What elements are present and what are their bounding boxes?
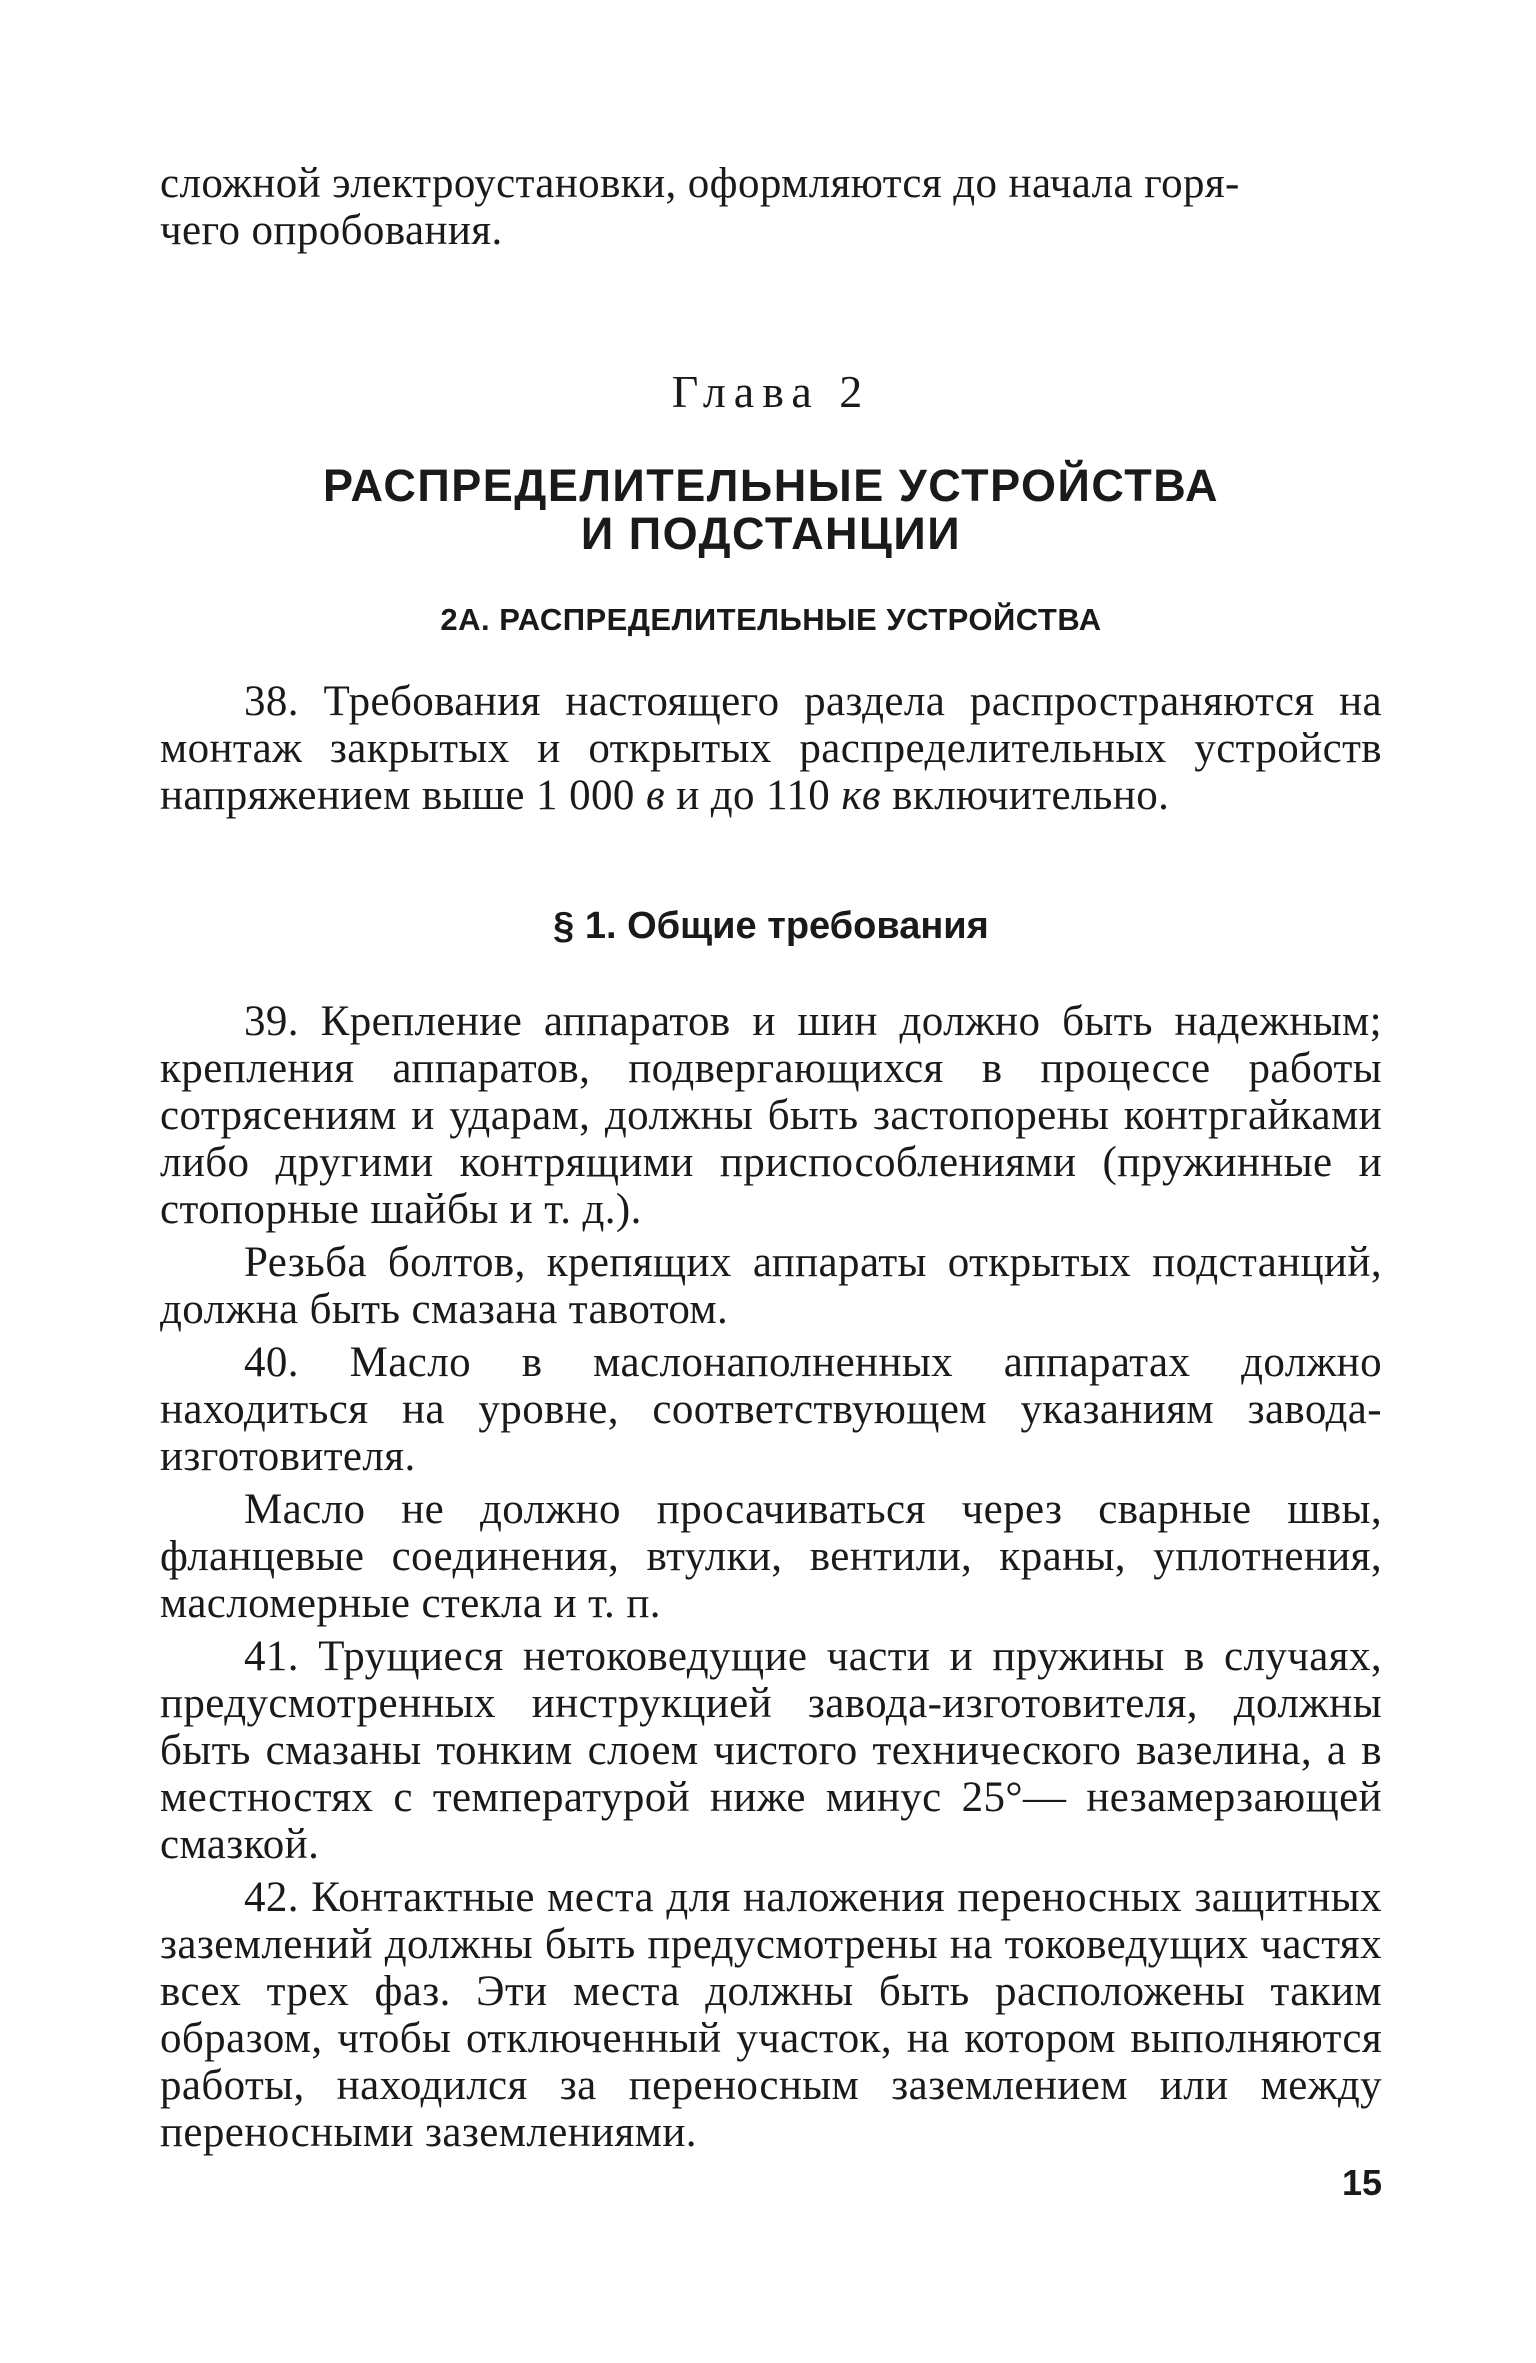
paragraph-38 — [160, 678, 1382, 819]
chapter-title — [160, 462, 1382, 558]
p38-text-after: включительно. — [880, 772, 1170, 819]
paragraph-41: 41. Трущиеся нетоковедущие части и пружины в случаях, предусмотренных инструкцией завода-изготовителя, должны быть смазаны тонким слоем чистого технического вазелина, а в местностях с температурой ниже минус 25°— незамерзающей смазкой. — [160, 1633, 1382, 1868]
chapter-title-line-1: РАСПРЕДЕЛИТЕЛЬНЫЕ УСТРОЙСТВА — [322, 460, 1220, 511]
chapter-title-line-2: И ПОДСТАНЦИИ — [580, 508, 962, 559]
intro-text — [160, 160, 1382, 254]
body-text — [160, 998, 1382, 2156]
p38-unit-kv: кв — [841, 772, 881, 819]
p38-unit-v: в — [645, 772, 666, 819]
section-heading: § 1. Общие требования — [553, 905, 989, 947]
chapter-label: Глава 2 — [671, 366, 871, 417]
page-number: 15 — [1341, 2162, 1382, 2203]
paragraph-39-continuation: Резьба болтов, крепящих аппараты открытых подстанций, должна быть смазана тавотом. — [160, 1239, 1382, 1333]
paragraph-39: 39. Крепление аппаратов и шин должно быть надежным; крепления аппаратов, подвергающихся в процессе работы сотрясениям и ударам, должны быть застопорены контргайками либо другими контрящими приспособлениями (пружинные и стопорные шайбы и т. д.). — [160, 998, 1382, 1233]
intro-line-2: чего опробования. — [160, 207, 503, 254]
p38-text-middle: и до 110 — [665, 772, 842, 819]
intro-line-1: сложной электроустановки, оформляются до начала горя- — [160, 160, 1240, 207]
paragraph-40: 40. Масло в маслонаполненных аппаратах должно находиться на уровне, соответствующем указаниям завода-изготовителя. — [160, 1339, 1382, 1480]
paragraph-40-continuation: Масло не должно просачиваться через сварные швы, фланцевые соединения, втулки, вентили, краны, уплотнения, масломерные стекла и т. п. — [160, 1486, 1382, 1627]
paragraph-42: 42. Контактные места для наложения переносных защитных заземлений должны быть предусмотрены на токоведущих частях всех трех фаз. Эти места должны быть расположены таким образом, чтобы отключенный участок, на котором выполняются работы, находился за переносным заземлением или между переносными заземлениями. — [160, 1874, 1382, 2156]
section-subtitle: 2А. РАСПРЕДЕЛИТЕЛЬНЫЕ УСТРОЙСТВА — [440, 602, 1102, 637]
p38-text-before: 38. Требования настоящего раздела распространяются на монтаж закрытых и открытых распределительных устройств напряжением выше 1 000 — [160, 678, 1382, 819]
